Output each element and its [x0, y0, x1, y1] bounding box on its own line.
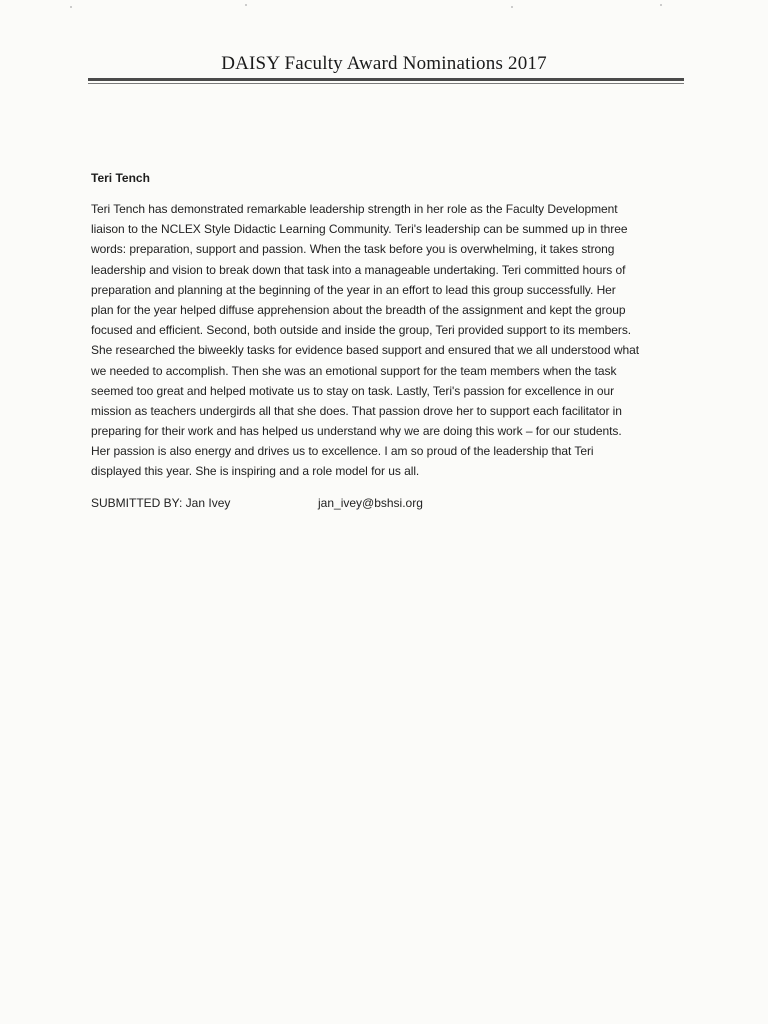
body-line: liaison to the NCLEX Style Didactic Learning Community. Teri's leadership can be summed up in three — [91, 222, 628, 237]
nomination-body — [91, 199, 691, 482]
body-line: preparation and planning at the beginning of the year in an effort to lead this group successfully. Her — [91, 282, 616, 297]
scan-speck — [660, 4, 662, 6]
body-line: mission as teachers undergirds all that she does. That passion drove her to support each facilitator in — [91, 403, 622, 418]
nominee-name: Teri Tench — [91, 171, 150, 185]
scan-speck — [511, 6, 513, 8]
submitted-by: SUBMITTED BY: Jan Ivey — [91, 496, 231, 510]
body-line: plan for the year helped diffuse apprehension about the breadth of the assignment and kept the group — [91, 302, 626, 317]
body-line: displayed this year. She is inspiring and a role model for us all. — [91, 464, 420, 479]
body-line: Her passion is also energy and drives us to excellence. I am so proud of the leadership that Teri — [91, 444, 594, 459]
body-line: She researched the biweekly tasks for evidence based support and ensured that we all understood what — [91, 343, 640, 358]
body-line: preparing for their work and has helped us understand why we are doing this work – for our students. — [91, 424, 622, 439]
title-underline — [88, 78, 684, 81]
body-line: focused and efficient. Second, both outside and inside the group, Teri provided support to its members. — [91, 323, 632, 338]
scan-speck — [245, 4, 247, 6]
body-line: Teri Tench has demonstrated remarkable leadership strength in her role as the Faculty Development — [91, 202, 618, 216]
body-line: words: preparation, support and passion. When the task before you is overwhelming, it takes strong — [91, 242, 615, 257]
scan-speck — [70, 6, 72, 8]
body-line: we needed to accomplish. Then she was an emotional support for the team members when the task — [91, 363, 617, 378]
body-line: leadership and vision to break down that task into a manageable undertaking. Teri committed hours of — [91, 262, 626, 277]
title-underline-thin — [88, 83, 684, 84]
submitter-email: jan_ivey@bshsi.org — [318, 496, 423, 510]
body-line: seemed too great and helped motivate us to stay on task. Lastly, Teri's passion for excellence in our — [91, 383, 615, 398]
document-title: DAISY Faculty Award Nominations 2017 — [221, 53, 547, 74]
